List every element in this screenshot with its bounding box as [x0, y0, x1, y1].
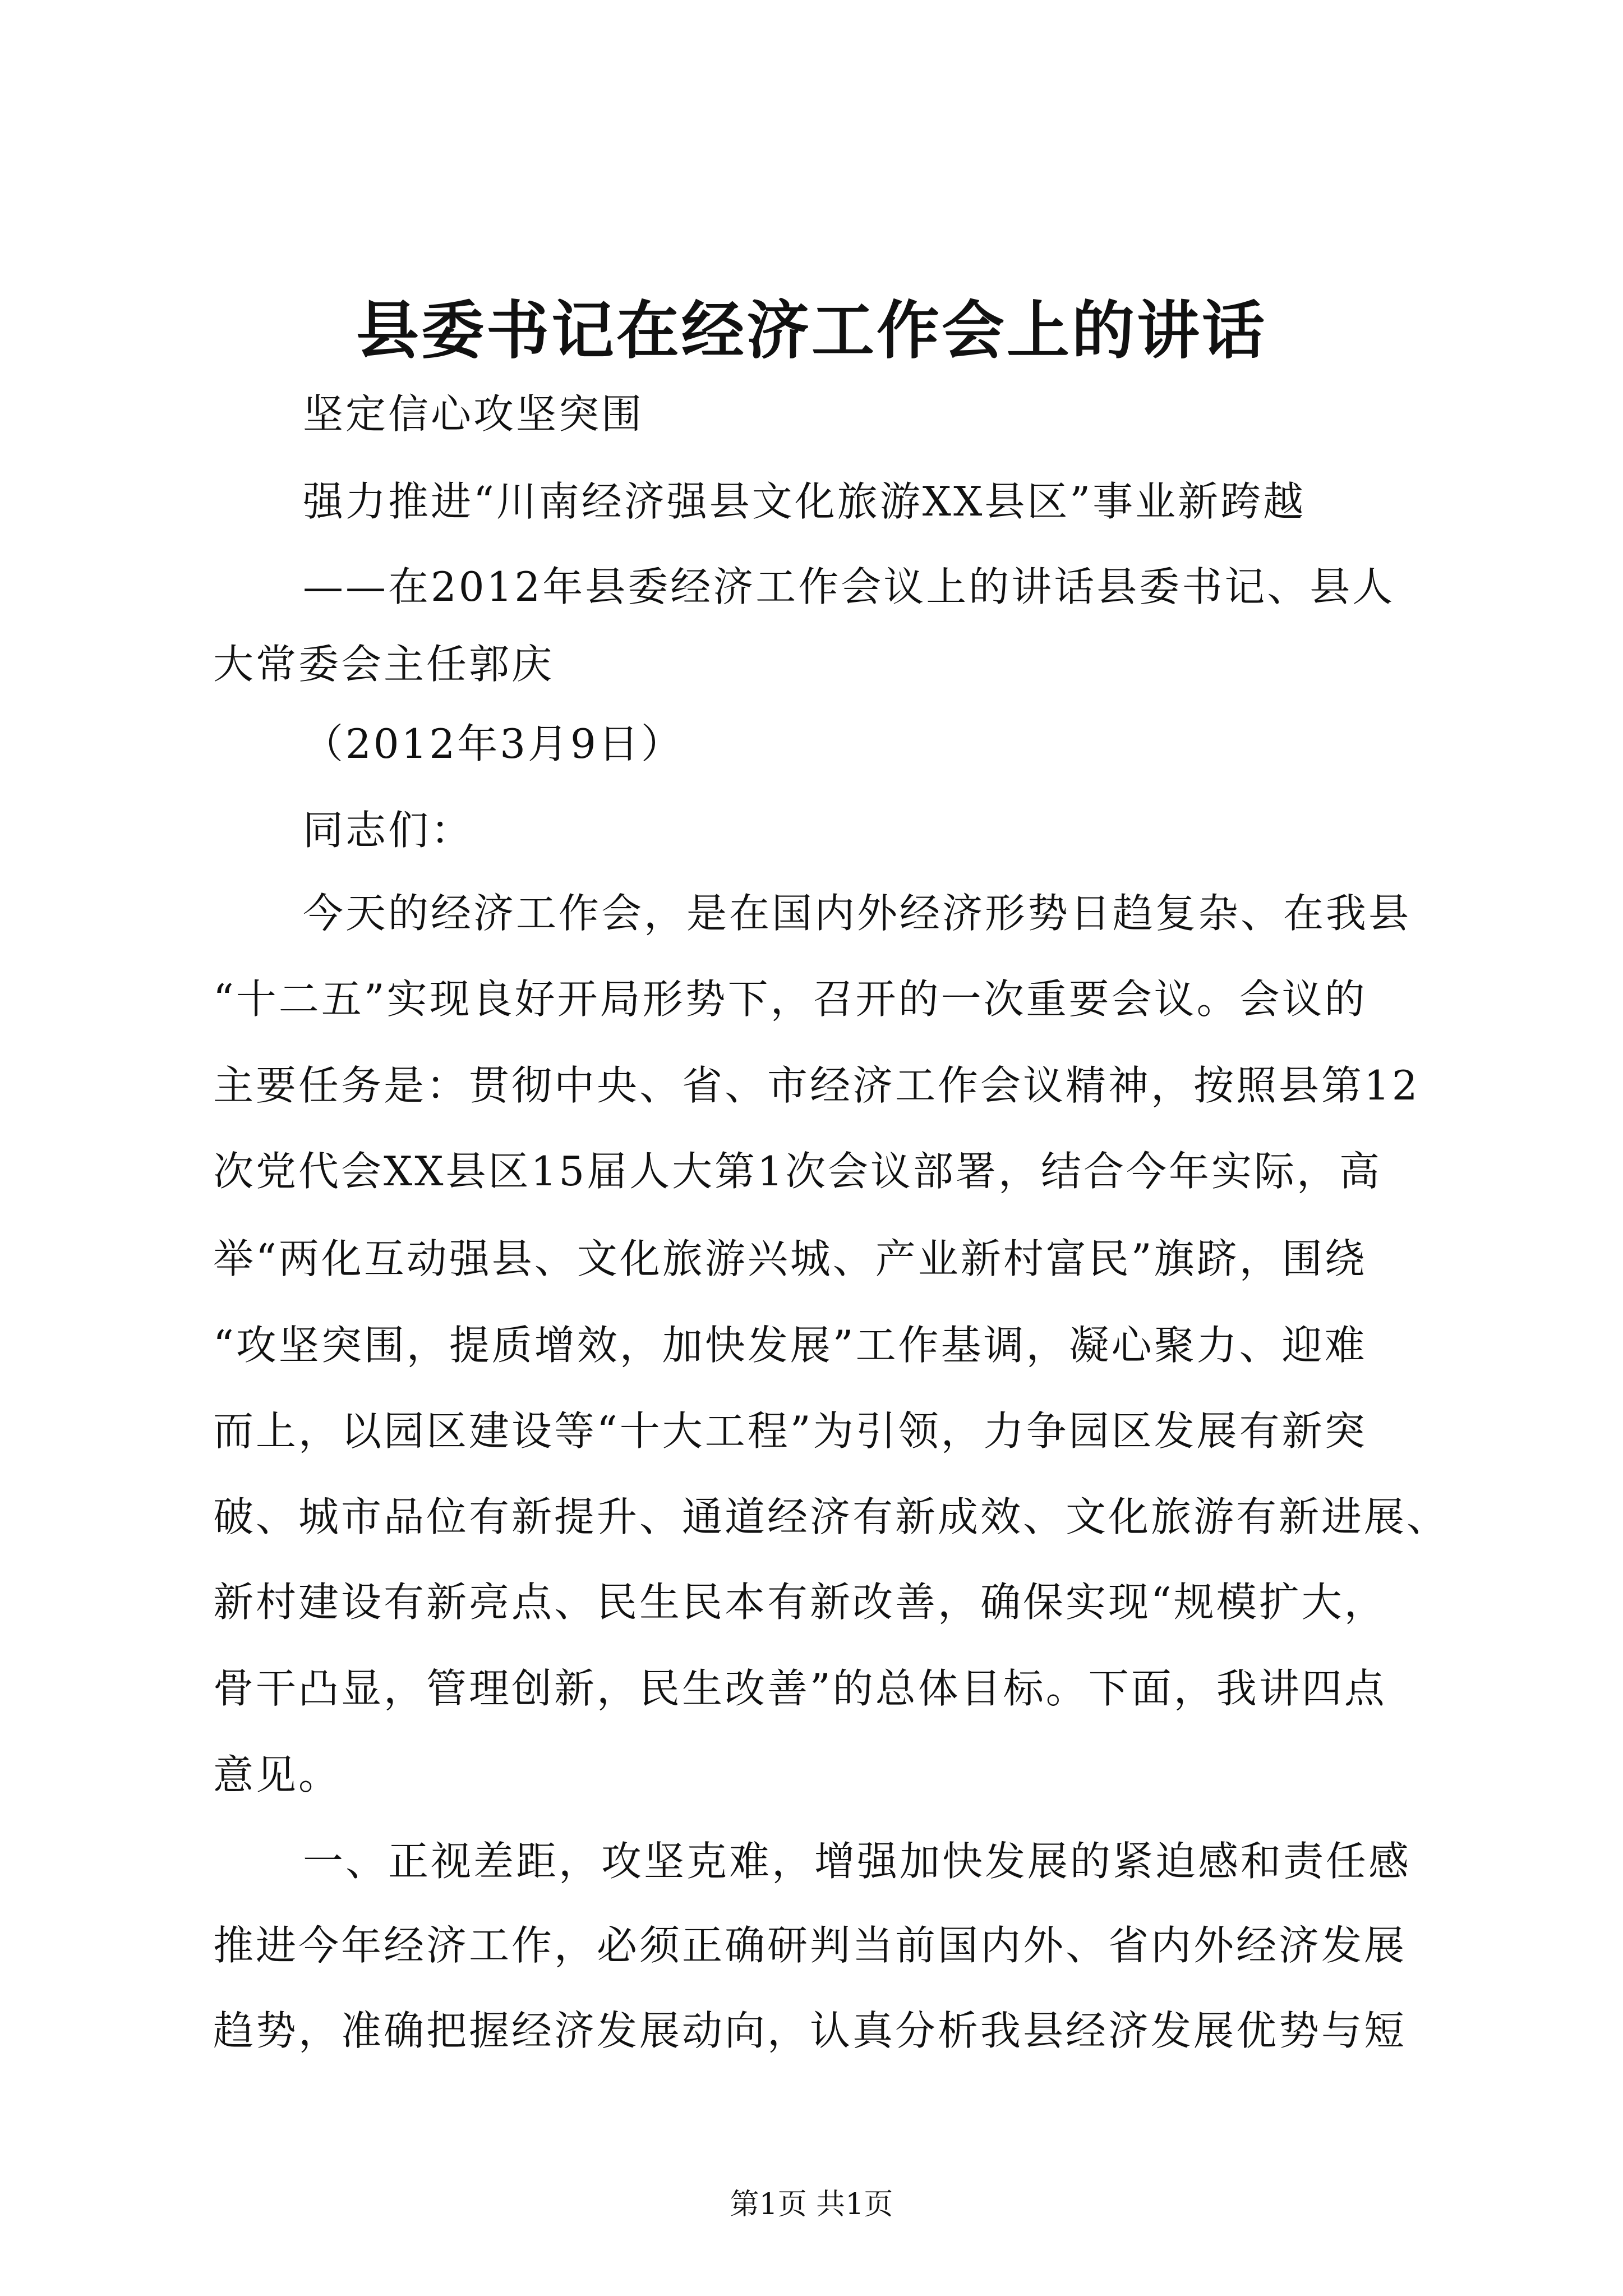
body-text-line: 推进今年经济工作，必须正确研判当前国内外、省内外经济发展 [213, 1922, 1407, 1969]
body-text-line: “攻坚突围，提质增效，加快发展”工作基调，凝心聚力、迎难 [213, 1322, 1367, 1369]
body-text-line: 骨干凸显，管理创新，民生改善”的总体目标。下面，我讲四点 [213, 1665, 1387, 1712]
page-title: 县委书记在经济工作会上的讲话 [356, 294, 1267, 367]
salutation: 同志们： [303, 807, 474, 854]
speaker-line: ——在2012年县委经济工作会议上的讲话县委书记、县人 [303, 563, 1395, 610]
section-heading: 一、正视差距，攻坚克难，增强加快发展的紧迫感和责任感 [303, 1838, 1412, 1885]
date-line: （2012年3月9日） [303, 720, 684, 767]
body-text-line: 今天的经济工作会，是在国内外经济形势日趋复杂、在我县 [303, 890, 1412, 937]
body-text-line: 新村建设有新亮点、民生民本有新改善，确保实现“规模扩大， [213, 1579, 1387, 1626]
body-text-line: 破、城市品位有新提升、通道经济有新成效、文化旅游有新进展、 [213, 1493, 1450, 1540]
speaker-line: 大常委会主任郭庆 [213, 641, 555, 688]
subtitle-line: 坚定信心攻坚突围 [303, 390, 644, 438]
body-text-line: 趋势，准确把握经济发展动向，认真分析我县经济发展优势与短 [213, 2007, 1407, 2054]
body-text-line: 而上，以园区建设等“十大工程”为引领，力争园区发展有新突 [213, 1407, 1367, 1455]
body-text-line: 次党代会XX县区15届人大第1次会议部署，结合今年实际，高 [213, 1148, 1382, 1195]
body-text-line: 意见。 [213, 1751, 342, 1798]
body-text-line: 举“两化互动强县、文化旅游兴城、产业新村富民”旗跻，围绕 [213, 1235, 1367, 1282]
subtitle-line: 强力推进“川南经济强县文化旅游XX县区”事业新跨越 [303, 478, 1306, 525]
page-number-footer: 第1页 共1页 [730, 2188, 893, 2221]
body-text-line: 主要任务是：贯彻中央、省、市经济工作会议精神，按照县第12 [213, 1062, 1420, 1109]
body-text-line: “十二五”实现良好开局形势下，召开的一次重要会议。会议的 [213, 976, 1367, 1023]
